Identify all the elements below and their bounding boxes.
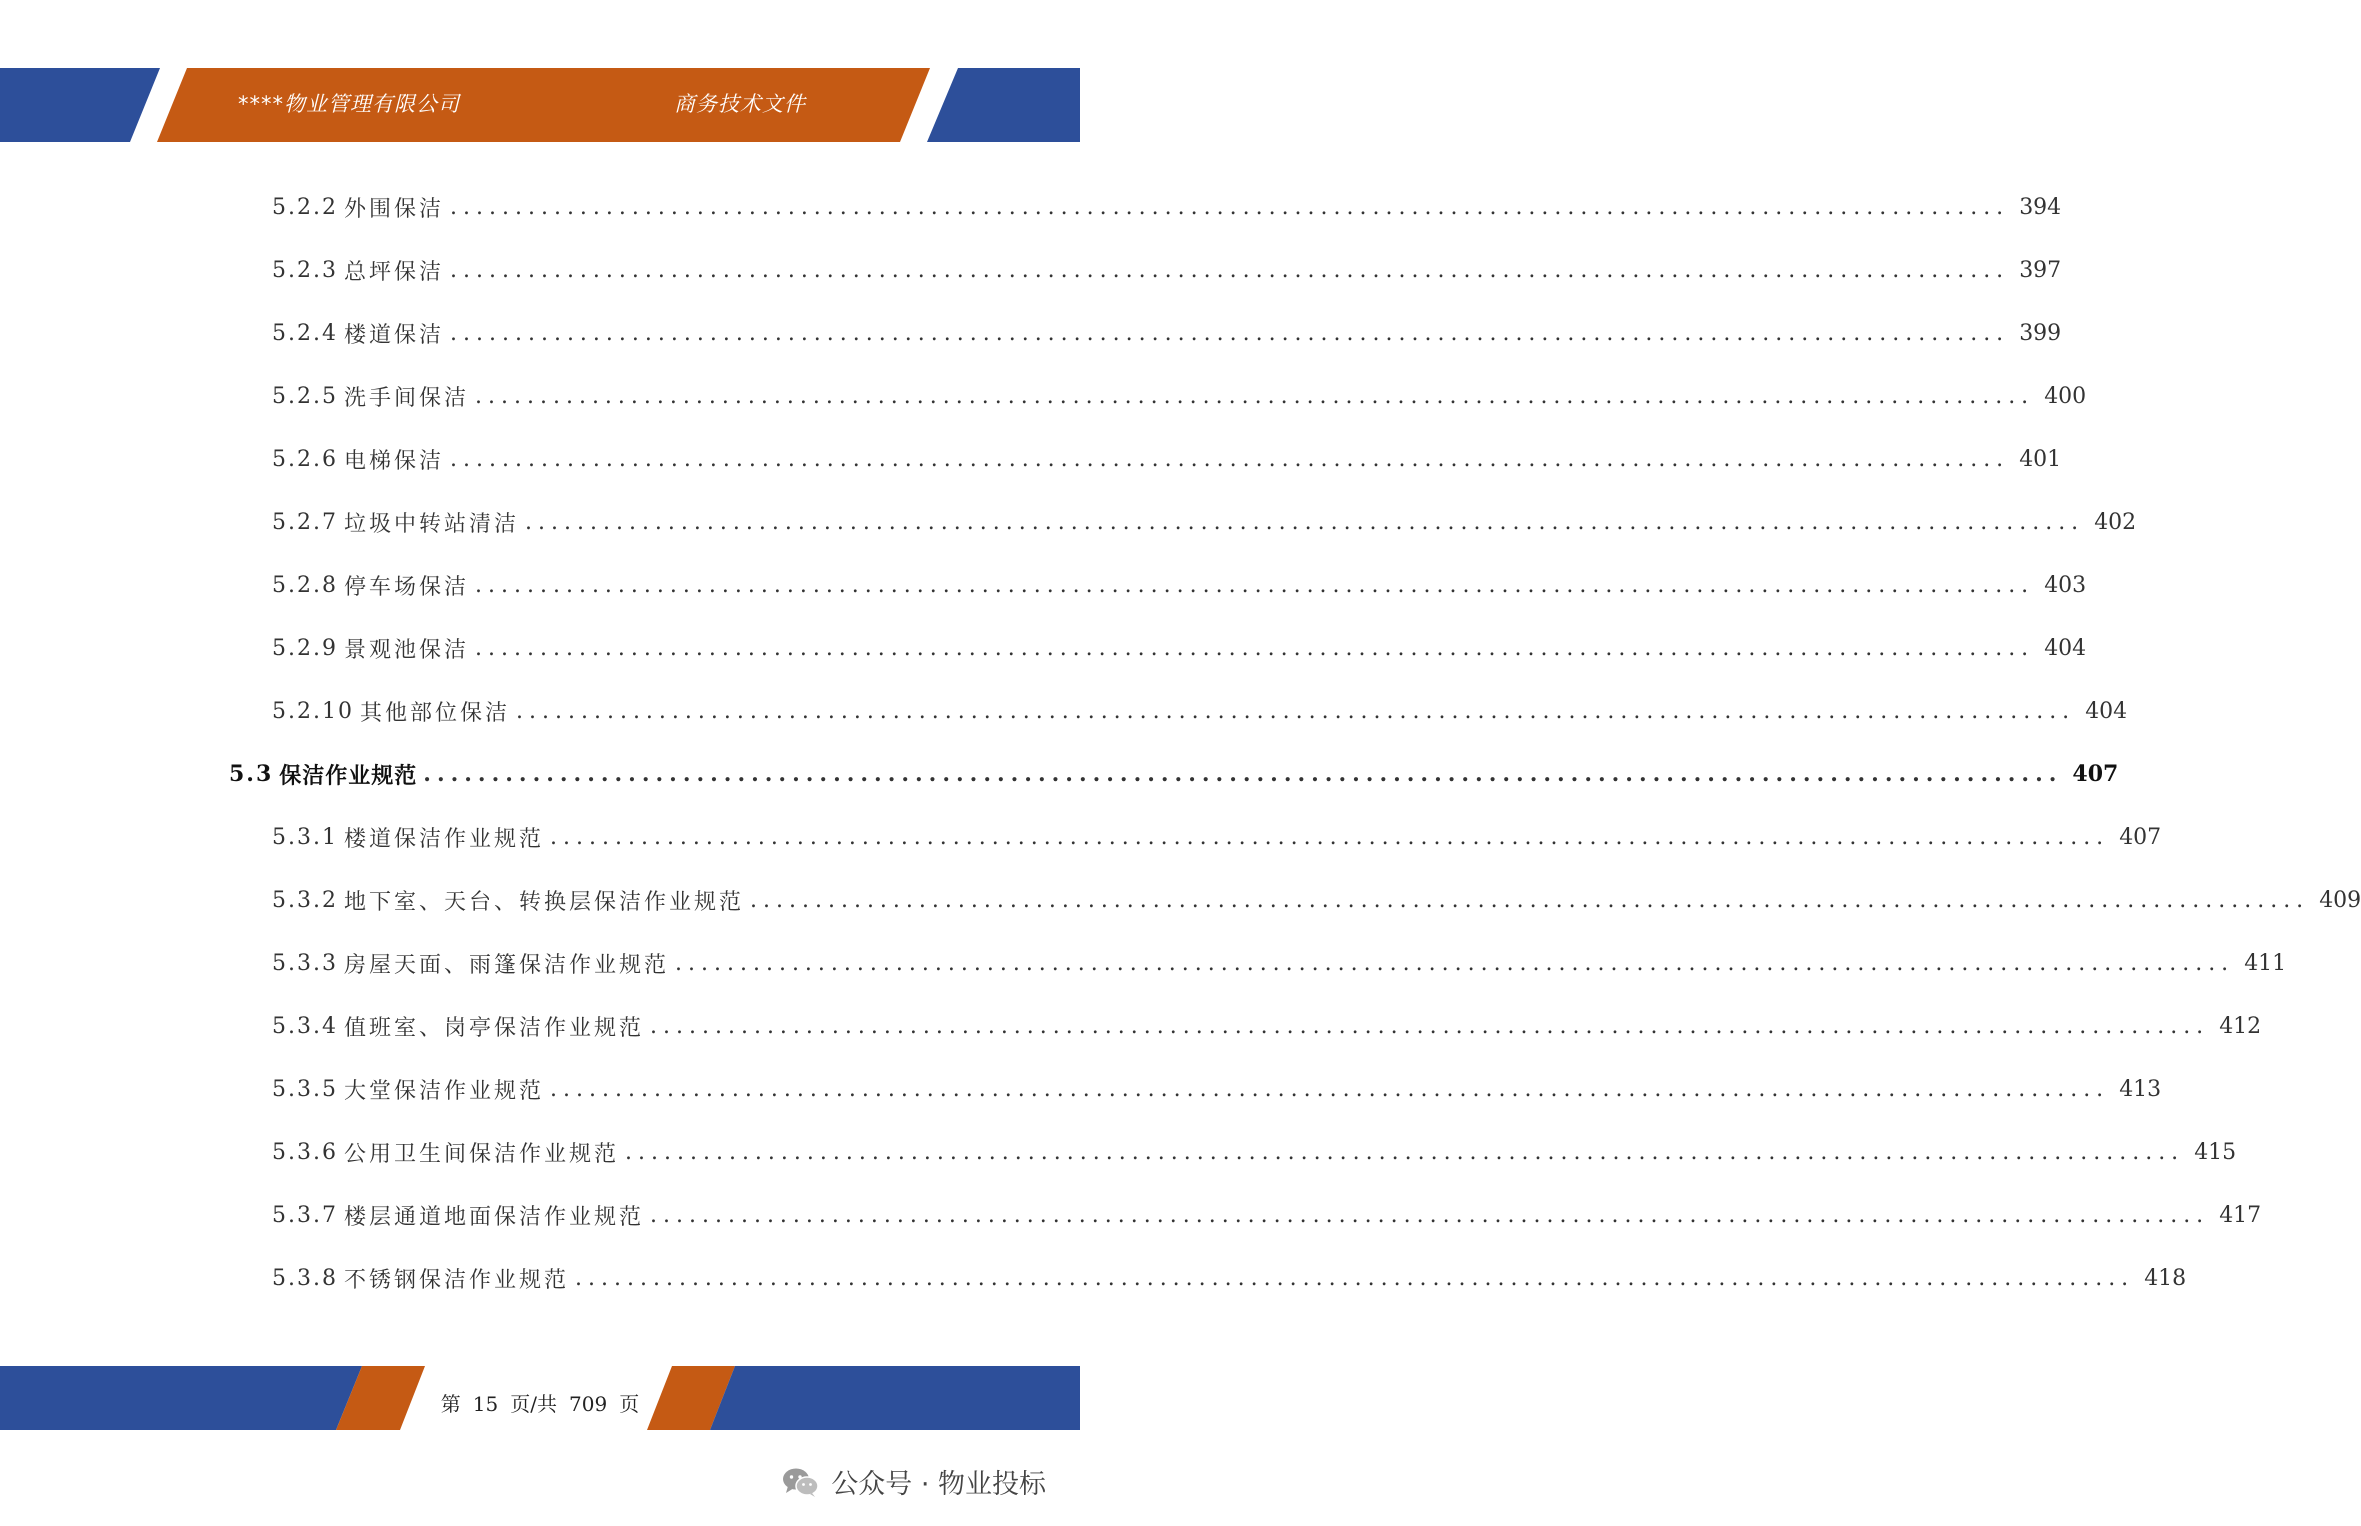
toc-title: 公用卫生间保洁作业规范	[343, 1141, 619, 1167]
toc-title: 大堂保洁作业规范	[343, 1078, 544, 1104]
toc-subsection-row[interactable]	[272, 1132, 2237, 1172]
toc-title: 不锈钢保洁作业规范	[343, 1267, 569, 1293]
toc-leader-dots: ........................................................................................................................	[650, 1013, 2210, 1039]
toc-title: 电梯保洁	[343, 448, 444, 474]
toc-number: 5.2.10	[272, 698, 354, 724]
toc-title: 总坪保洁	[343, 259, 444, 285]
toc-page-number: 394	[2019, 194, 2062, 220]
toc-title: 楼层通道地面保洁作业规范	[343, 1204, 644, 1230]
toc-leader-dots: ........................................................................................................................	[475, 635, 2035, 661]
toc-page-number: 404	[2085, 698, 2128, 724]
toc-subsection-row[interactable]	[272, 628, 2087, 668]
toc-number: 5.3.2	[272, 887, 338, 913]
toc-number: 5.3.3	[272, 950, 338, 976]
toc-subsection-row[interactable]	[272, 880, 2361, 920]
toc-subsection-row[interactable]	[272, 439, 2062, 479]
toc-leader-dots: ........................................................................................................................	[475, 383, 2035, 409]
watermark-text: 公众号 · 物业投标	[831, 1469, 1046, 1500]
header-doc-type: 商务技术文件	[674, 92, 806, 116]
header-company: ****物业管理有限公司	[238, 92, 460, 116]
toc-page-number: 402	[2094, 509, 2137, 535]
toc-page-number: 413	[2119, 1076, 2162, 1102]
toc-title: 值班室、岗亭保洁作业规范	[343, 1015, 644, 1041]
toc-section-row[interactable]	[229, 754, 2119, 794]
toc-title: 保洁作业规范	[279, 762, 418, 789]
toc-leader-dots: ........................................................................................................................	[450, 446, 2010, 472]
toc-title: 楼道保洁	[343, 322, 444, 348]
toc-leader-dots: ........................................................................................................................	[550, 1076, 2110, 1102]
toc-page-number: 400	[2044, 383, 2087, 409]
page-number	[0, 1388, 1080, 1417]
toc-leader-dots: ........................................................................................................................	[450, 257, 2010, 283]
toc-number: 5.3	[229, 761, 274, 787]
toc-subsection-row[interactable]	[272, 691, 2128, 731]
toc-subsection-row[interactable]	[272, 1195, 2262, 1235]
toc-page-number: 403	[2044, 572, 2087, 598]
toc-subsection-row[interactable]	[272, 565, 2087, 605]
toc-number: 5.3.1	[272, 824, 338, 850]
toc-title: 景观池保洁	[343, 637, 469, 663]
toc-subsection-row[interactable]	[272, 1069, 2162, 1109]
toc-subsection-row[interactable]	[272, 187, 2062, 227]
toc-title: 外围保洁	[343, 196, 444, 222]
toc-number: 5.2.4	[272, 320, 338, 346]
toc-page-number: 409	[2319, 887, 2361, 913]
toc-page-number: 401	[2019, 446, 2062, 472]
toc-number: 5.2.9	[272, 635, 338, 661]
page-total: 709	[569, 1392, 608, 1416]
toc-leader-dots: ........................................................................................................................	[625, 1139, 2185, 1165]
toc-number: 5.2.6	[272, 446, 338, 472]
toc-page-number: 412	[2219, 1013, 2262, 1039]
toc-page-number: 404	[2044, 635, 2087, 661]
toc-title: 其他部位保洁	[359, 700, 510, 726]
toc-number: 5.2.8	[272, 572, 338, 598]
toc-number: 5.2.2	[272, 194, 338, 220]
page-prefix: 第	[440, 1392, 461, 1416]
toc-number: 5.3.6	[272, 1139, 338, 1165]
toc-subsection-row[interactable]	[272, 376, 2087, 416]
toc-subsection-row[interactable]	[272, 313, 2062, 353]
toc-subsection-row[interactable]	[272, 943, 2287, 983]
toc-leader-dots: ........................................................................................................................	[516, 698, 2076, 724]
toc-page-number: 417	[2219, 1202, 2262, 1228]
toc-page-number: 407	[2072, 761, 2119, 787]
toc-leader-dots: ........................................................................................................................	[450, 320, 2010, 346]
toc-number: 5.3.7	[272, 1202, 338, 1228]
wechat-icon	[781, 1466, 821, 1498]
toc-subsection-row[interactable]	[272, 1258, 2187, 1298]
toc-title: 洗手间保洁	[343, 385, 469, 411]
page-suffix: 页	[619, 1392, 640, 1416]
toc-number: 5.3.4	[272, 1013, 338, 1039]
toc-subsection-row[interactable]	[272, 502, 2137, 542]
toc-leader-dots: ........................................................................................................................	[650, 1202, 2210, 1228]
toc-subsection-row[interactable]	[272, 1006, 2262, 1046]
toc-number: 5.3.8	[272, 1265, 338, 1291]
toc-number: 5.2.7	[272, 509, 338, 535]
toc-leader-dots: ........................................................................................................................	[475, 572, 2035, 598]
toc-number: 5.2.5	[272, 383, 338, 409]
toc-leader-dots: ........................................................................................................................	[750, 887, 2310, 913]
watermark	[781, 1462, 1046, 1501]
toc-page-number: 418	[2144, 1265, 2187, 1291]
toc-page-number: 411	[2244, 950, 2287, 976]
toc-leader-dots: ........................................................................................................................	[423, 761, 2063, 787]
toc-number: 5.3.5	[272, 1076, 338, 1102]
toc-title: 停车场保洁	[343, 574, 469, 600]
toc-leader-dots: ........................................................................................................................	[550, 824, 2110, 850]
toc-title: 地下室、天台、转换层保洁作业规范	[343, 889, 744, 915]
page-current: 15	[472, 1392, 499, 1416]
toc-page-number: 415	[2194, 1139, 2237, 1165]
toc-title: 楼道保洁作业规范	[343, 826, 544, 852]
toc-page-number: 397	[2019, 257, 2062, 283]
toc-leader-dots: ........................................................................................................................	[675, 950, 2235, 976]
toc-page-number: 399	[2019, 320, 2062, 346]
toc-leader-dots: ........................................................................................................................	[525, 509, 2085, 535]
toc-leader-dots: ........................................................................................................................	[575, 1265, 2135, 1291]
toc-subsection-row[interactable]	[272, 817, 2162, 857]
toc-subsection-row[interactable]	[272, 250, 2062, 290]
toc-title: 房屋天面、雨篷保洁作业规范	[343, 952, 669, 978]
toc-title: 垃圾中转站清洁	[343, 511, 519, 537]
toc-number: 5.2.3	[272, 257, 338, 283]
toc-leader-dots: ........................................................................................................................	[450, 194, 2010, 220]
toc-page-number: 407	[2119, 824, 2162, 850]
page-middle: 页/共	[510, 1392, 557, 1416]
